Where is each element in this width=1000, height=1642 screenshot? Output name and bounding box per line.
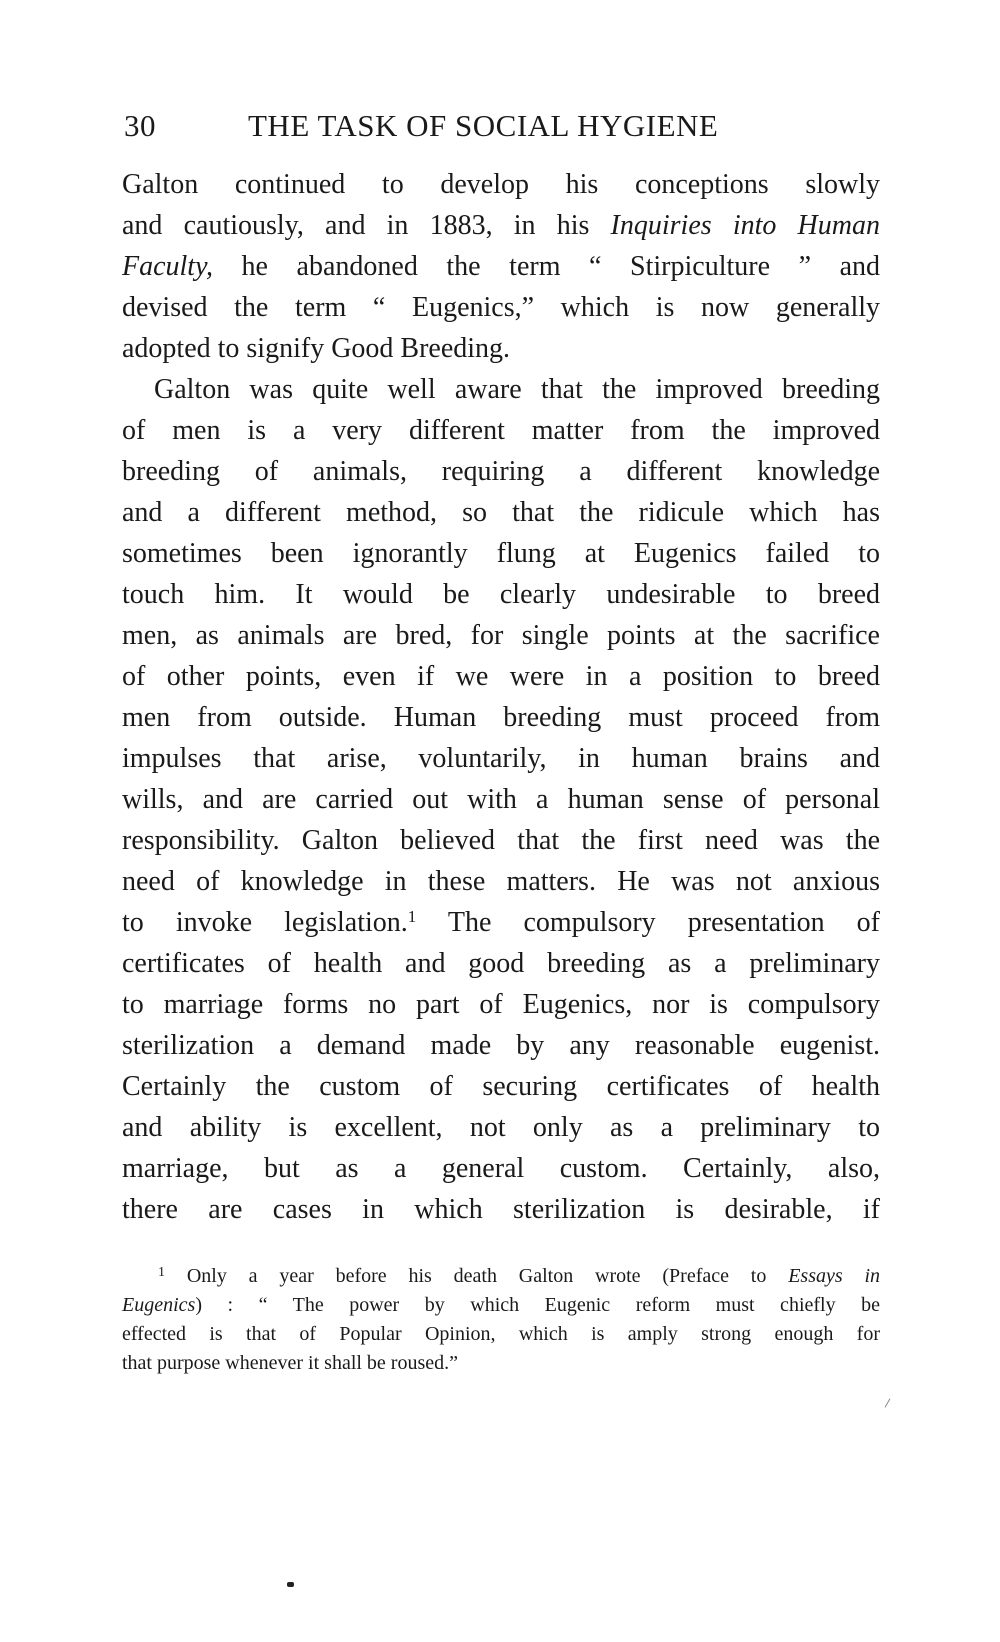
text-line: Galton was quite well aware that the improved breeding bbox=[154, 374, 880, 405]
text-line: Faculty, he abandoned the term “ Stirpiculture ” and bbox=[122, 251, 880, 282]
text-line: and a different method, so that the ridicule which has bbox=[122, 497, 880, 528]
text-line: to invoke legislation.$^1$ The compulsory presentation of bbox=[122, 907, 880, 938]
page-number: 30 bbox=[124, 108, 156, 143]
footnote-line: that purpose whenever it shall be roused.” bbox=[122, 1352, 459, 1374]
running-head bbox=[124, 108, 884, 152]
text-line: men from outside. Human breeding must proceed from bbox=[122, 702, 880, 733]
text-line: breeding of animals, requiring a different knowledge bbox=[122, 456, 880, 487]
text-line: and ability is excellent, not only as a preliminary to bbox=[122, 1112, 880, 1143]
footnote-mark: 1 bbox=[158, 1265, 165, 1280]
text-line: Galton continued to develop his conceptions slowly bbox=[122, 169, 880, 200]
text-line: of other points, even if we were in a position to breed bbox=[122, 661, 880, 692]
text-line: marriage, but as a general custom. Certainly, also, bbox=[122, 1153, 880, 1184]
text-line: Certainly the custom of securing certificates of health bbox=[122, 1071, 880, 1102]
text-line: of men is a very different matter from the improved bbox=[122, 415, 880, 446]
text-line: need of knowledge in these matters. He was not anxious bbox=[122, 866, 880, 897]
scan-speck bbox=[287, 1582, 294, 1587]
body-text bbox=[122, 164, 880, 1230]
text-line: and cautiously, and in 1883, in his Inquiries into Human bbox=[122, 210, 880, 241]
text-line: wills, and are carried out with a human sense of personal bbox=[122, 784, 880, 815]
text-line: sometimes been ignorantly flung at Eugenics failed to bbox=[122, 538, 880, 569]
text-line: men, as animals are bred, for single points at the sacrifice bbox=[122, 620, 880, 651]
text-line: certificates of health and good breeding as a preliminary bbox=[122, 948, 880, 979]
text-line: touch him. It would be clearly undesirable to breed bbox=[122, 579, 880, 610]
text-line: sterilization a demand made by any reasonable eugenist. bbox=[122, 1030, 880, 1061]
footnote-reference[interactable]: 1 bbox=[407, 907, 417, 926]
footnote-line: effected is that of Popular Opinion, which is amply strong enough for bbox=[122, 1323, 880, 1345]
text-line: impulses that arise, voluntarily, in human brains and bbox=[122, 743, 880, 774]
text-line: there are cases in which sterilization is desirable, if bbox=[122, 1194, 880, 1225]
scan-speck bbox=[885, 1398, 891, 1407]
text-line: responsibility. Galton believed that the first need was the bbox=[122, 825, 880, 856]
footnote-line: Eugenics) : “ The power by which Eugenic reform must chiefly be bbox=[122, 1294, 880, 1316]
footnote-line: $^1$ Only a year before his death Galton wrote (Preface to Essays in bbox=[158, 1265, 881, 1287]
text-line: devised the term “ Eugenics,” which is now generally bbox=[122, 292, 880, 323]
text-line: to marriage forms no part of Eugenics, nor is compulsory bbox=[122, 989, 880, 1020]
running-title: THE TASK OF SOCIAL HYGIENE bbox=[248, 108, 719, 143]
footnote bbox=[122, 1262, 880, 1378]
text-line: adopted to signify Good Breeding. bbox=[122, 333, 511, 364]
